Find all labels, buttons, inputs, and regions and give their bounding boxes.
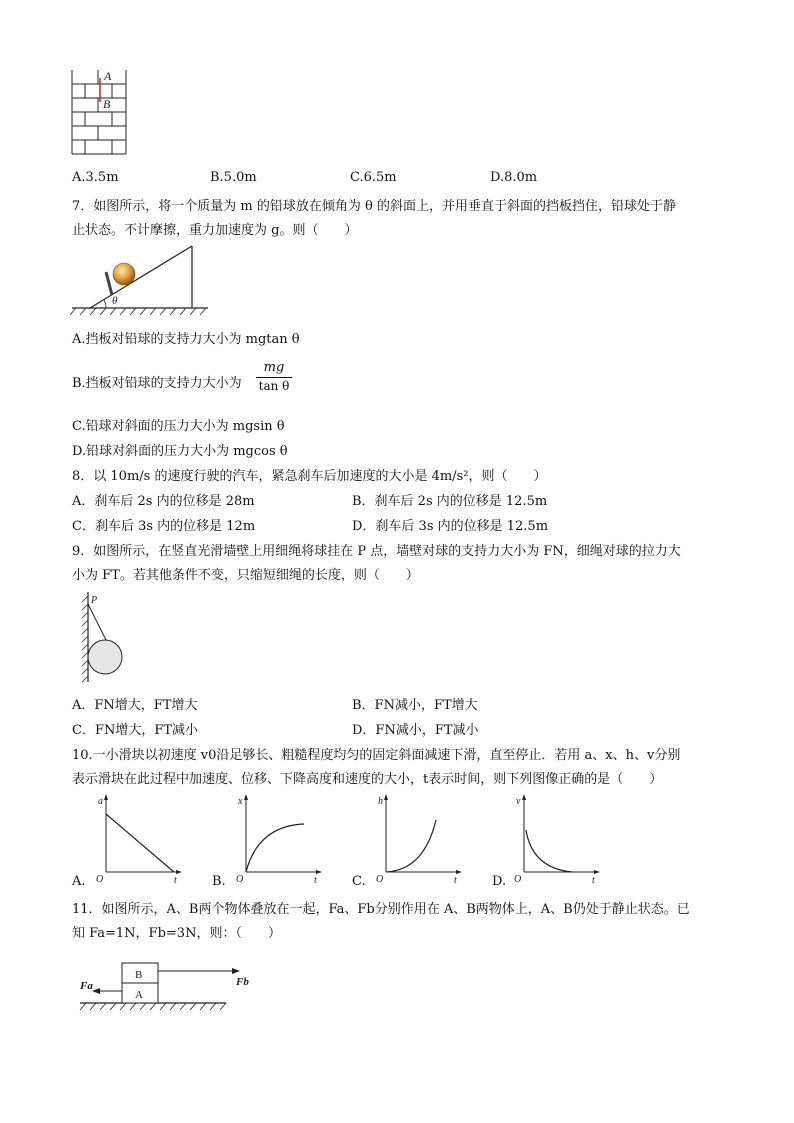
graph-d-ylabel: v <box>516 796 521 807</box>
graph-c <box>374 792 464 884</box>
force-fb-label: Fb <box>236 976 249 988</box>
graph-d-xlabel: t <box>592 875 595 886</box>
graph-b-xlabel: t <box>314 875 317 886</box>
q9-option-c: C．FN增大，FT减小 <box>72 723 199 738</box>
graph-c-letter: C. <box>352 874 366 889</box>
q7-option-b <box>72 372 242 391</box>
incline-ball-figure <box>68 240 218 320</box>
q7-option-b-prefix: B.挡板对铅球的支持力大小为 <box>72 376 242 391</box>
q7-option-b-fraction <box>254 360 294 394</box>
q7-stem-line2: 止状态。不计摩擦，重力加速度为 g。则（ ） <box>72 223 358 238</box>
graph-c-xlabel: t <box>454 875 457 886</box>
q8-stem: 8．以 10m/s 的速度行驶的汽车，紧急刹车后加速度的大小是 4m/s²，则（ ） <box>72 469 547 484</box>
graph-b-letter: B. <box>212 874 226 889</box>
q10-stem-line1: 10.一小滑块以初速度 v0沿足够长、粗糙程度均匀的固定斜面减速下滑，直至停止．若用 a、x、h、v分别 <box>72 748 681 763</box>
graph-a-origin: O <box>96 874 104 885</box>
graph-a <box>94 792 184 884</box>
graph-d <box>512 792 602 884</box>
graph-a-xlabel: t <box>174 875 177 886</box>
graph-a-ylabel: a <box>98 796 103 807</box>
q7-option-c: C.铅球对斜面的压力大小为 mgsin θ <box>72 419 285 434</box>
q9-option-a: A．FN增大，FT增大 <box>72 698 198 713</box>
label-b: B <box>103 97 111 111</box>
brick-wall-figure <box>70 68 130 158</box>
q7-stem-line1: 7．如图所示，将一个质量为 m 的铅球放在倾角为 θ 的斜面上，并用垂直于斜面的挡板挡住，铅球处于静 <box>72 199 676 214</box>
wall-ball-figure <box>80 590 140 686</box>
block-a-label: A <box>135 989 143 1001</box>
graph-d-origin: O <box>514 874 522 885</box>
q9-stem-line2: 小为 FT。若其他条件不变，只缩短细绳的长度，则（ ） <box>72 568 419 583</box>
q8-option-b: B．刹车后 2s 内的位移是 12.5m <box>352 494 548 509</box>
q9-stem-line1: 9．如图所示，在竖直光滑墙壁上用细绳将球挂在 P 点，墙壁对球的支持力大小为 FN，细绳对球的拉力大 <box>72 544 681 559</box>
q9-option-b: B．FN减小，FT增大 <box>352 698 478 713</box>
q8-option-d: D．刹车后 3s 内的位移是 12.5m <box>352 519 549 534</box>
q6-option-a: A.3.5m <box>72 170 119 185</box>
graph-c-origin: O <box>376 874 384 885</box>
q8-option-a: A．刹车后 2s 内的位移是 28m <box>72 494 255 509</box>
q6-option-d: D.8.0m <box>490 170 538 185</box>
q8-option-c: C．刹车后 3s 内的位移是 12m <box>72 519 256 534</box>
fraction-denominator: tan θ <box>258 379 290 393</box>
q9-option-d: D．FN减小，FT减小 <box>352 723 479 738</box>
block-b-label: B <box>135 969 143 981</box>
fraction-numerator: mg <box>263 360 285 375</box>
graph-c-ylabel: h <box>378 796 383 807</box>
q6-option-b: B.5.0m <box>210 170 257 185</box>
q10-stem-line2: 表示滑块在此过程中加速度、位移、下降高度和速度的大小，t表示时间，则下列图像正确的是（ ） <box>72 772 663 787</box>
q11-stem-line2: 知 Fa=1N，Fb=3N，则：（ ） <box>72 926 281 941</box>
graph-d-letter: D. <box>492 874 507 889</box>
label-p: P <box>91 595 98 606</box>
graph-a-letter: A. <box>72 874 86 889</box>
graph-b-ylabel: x <box>238 796 243 807</box>
graph-b <box>234 792 324 884</box>
label-theta: θ <box>112 295 118 307</box>
stacked-blocks-figure <box>76 955 266 1017</box>
q6-option-c: C.6.5m <box>350 170 397 185</box>
q11-stem-line1: 11．如图所示，A、B两个物体叠放在一起，Fa、Fb分别作用在 A、B两物体上，A、B仍处于静止状态。已 <box>72 902 690 917</box>
label-a: A <box>104 69 112 83</box>
force-fa-label: Fa <box>80 980 93 992</box>
graph-b-origin: O <box>236 874 244 885</box>
q7-option-d: D.铅球对斜面的压力大小为 mgcos θ <box>72 444 288 459</box>
q7-option-a: A.挡板对铅球的支持力大小为 mgtan θ <box>72 332 300 347</box>
